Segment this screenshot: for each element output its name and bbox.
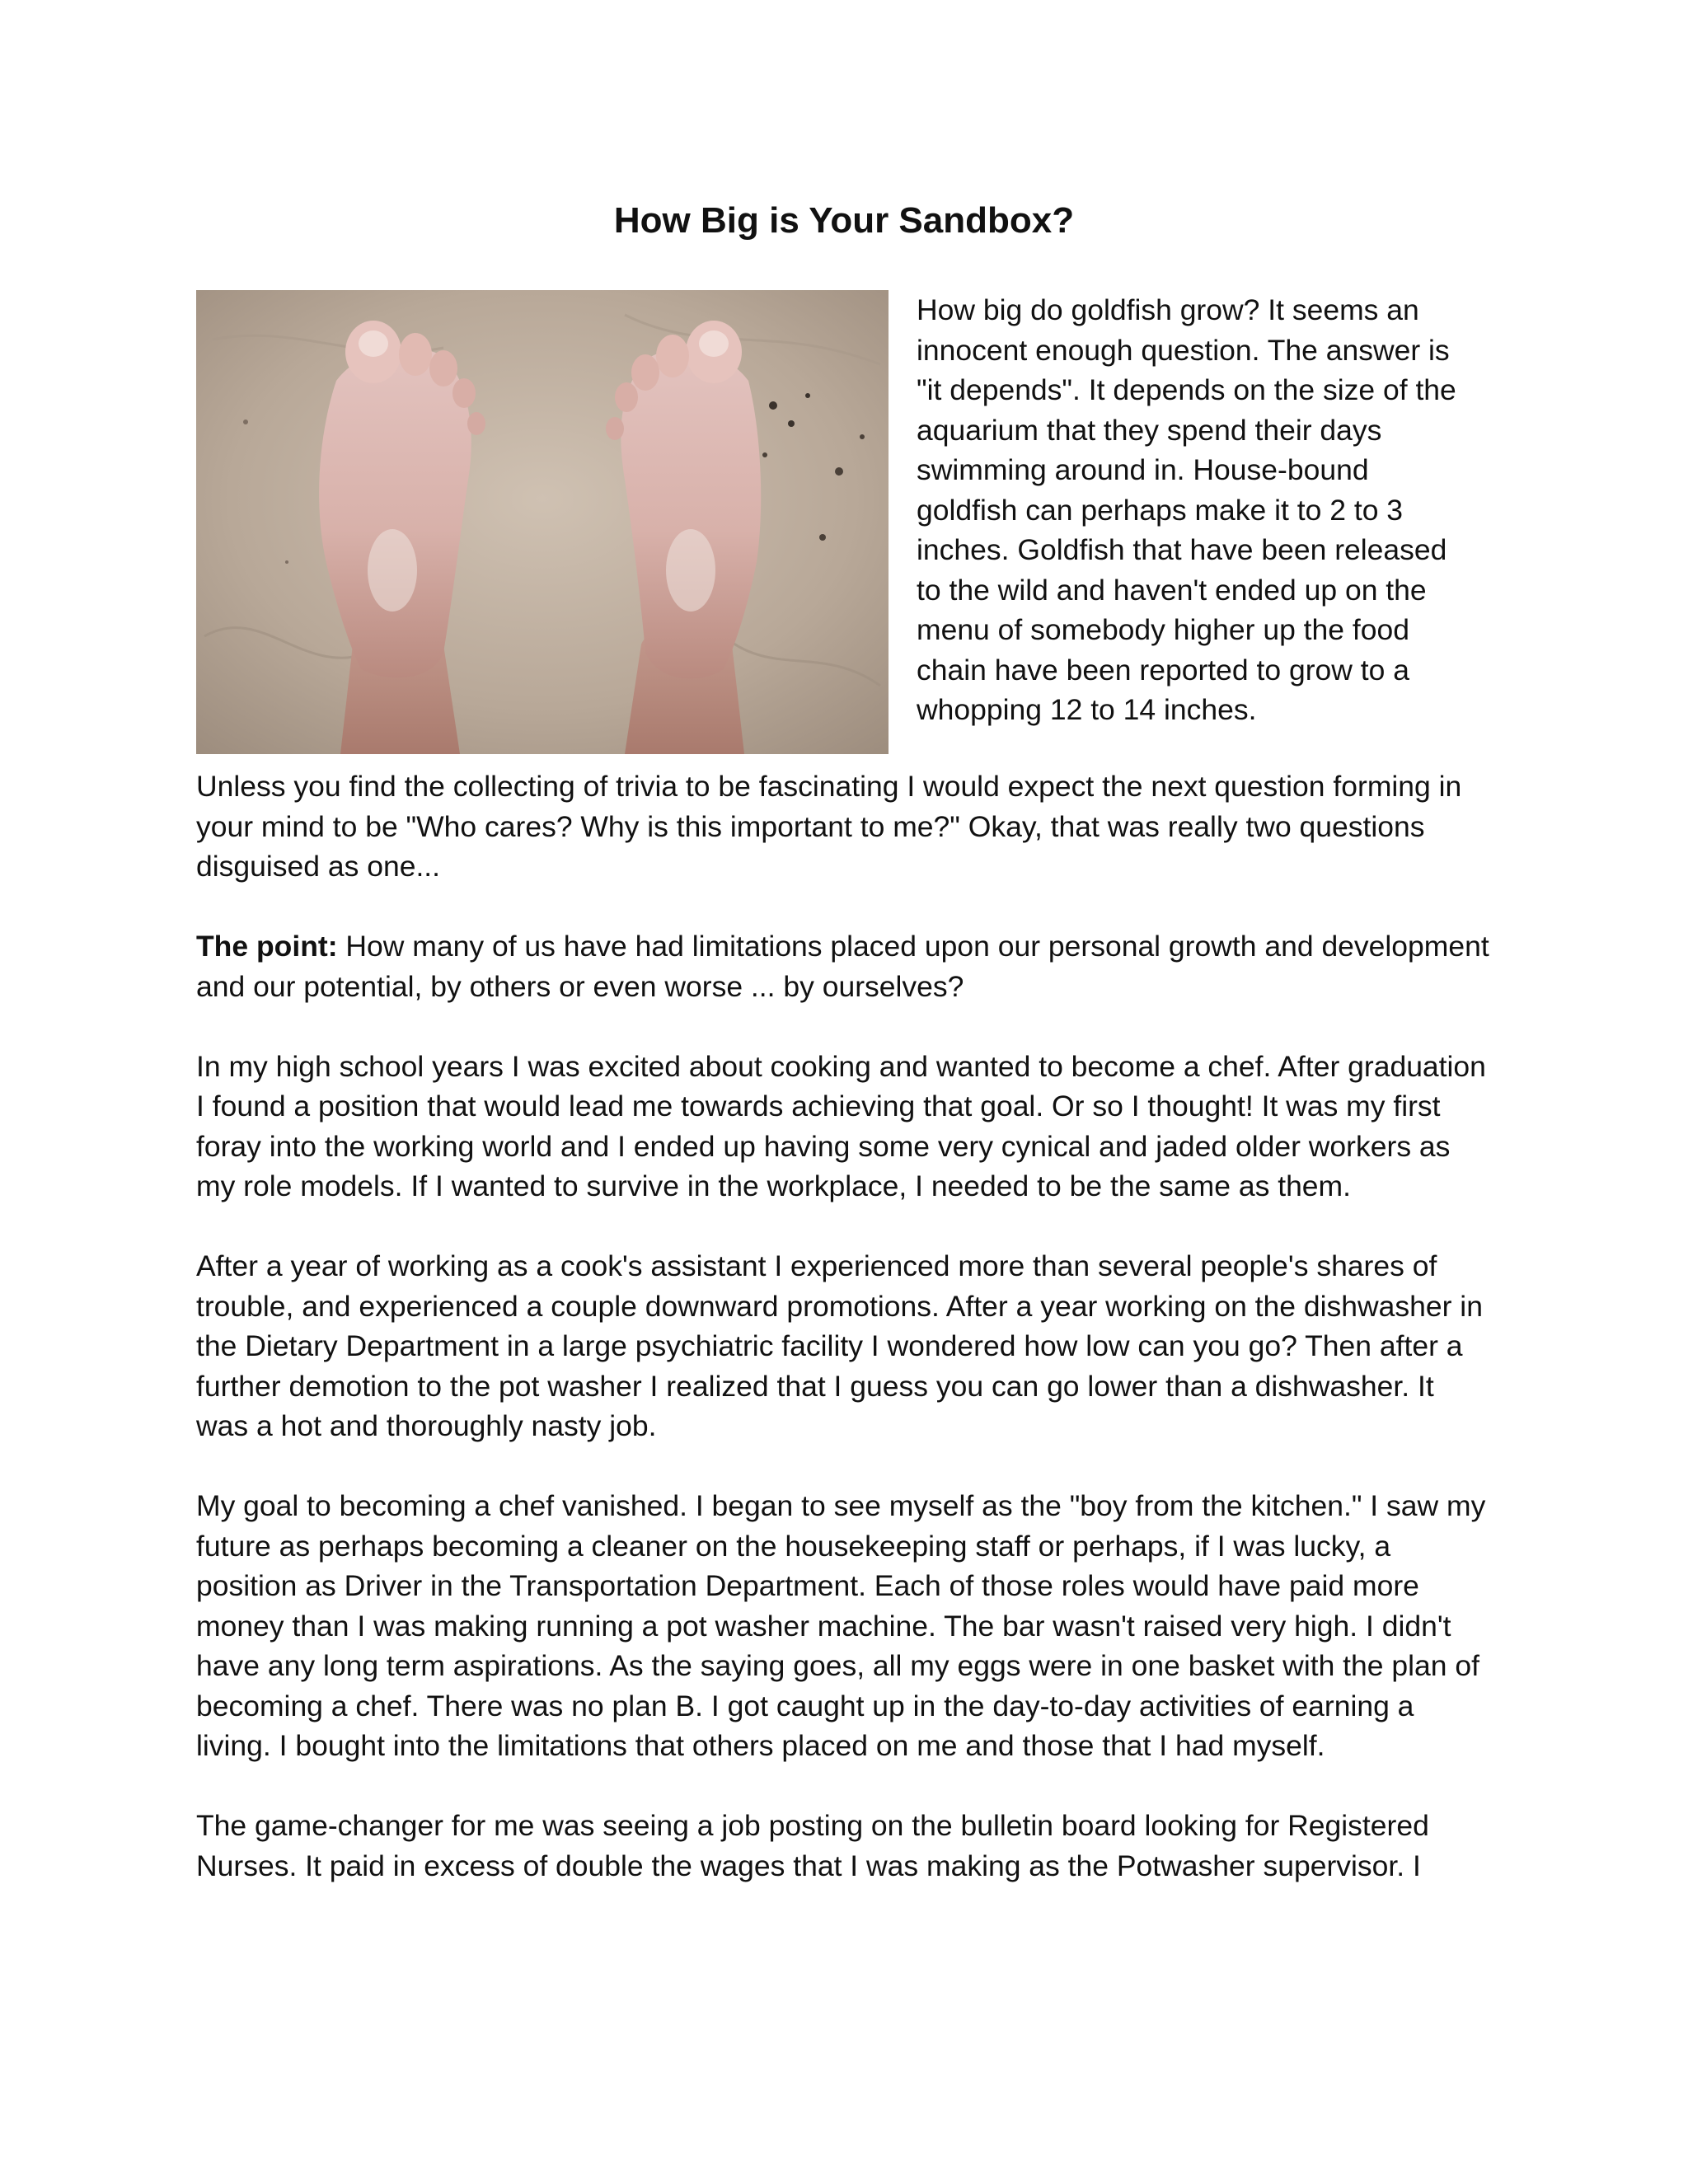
paragraph-game-changer: The game-changer for me was seeing a job posting on the bulletin board looking for Registered Nurses. It paid in excess of double the wages that I was making as the Potwasher supervisor. I: [196, 1809, 1429, 1882]
bare-feet-on-sand-photo: [196, 290, 889, 754]
paragraph-high-school: In my high school years I was excited about cooking and wanted to become a chef. After graduation I found a position that would lead me towards achieving that goal. Or so I thought! It was my first foray into the working world and I ended up having some very cynical and jaded older workers as my role models. If I wanted to survive in the workplace, I needed to be the same as them.: [196, 1049, 1486, 1202]
document-title: How Big is Your Sandbox?: [613, 200, 1075, 241]
the-point-text: How many of us have had limitations placed upon our personal growth and development and our potential, by others or even worse ... by ourselves?: [196, 930, 1489, 1003]
paragraph-trivia: Unless you find the collecting of trivia to be fascinating I would expect the next question forming in your mind to be "Who cares? Why is this important to me?" Okay, that was really two questions disguised as one...: [196, 770, 1462, 883]
main-text-column: [196, 766, 1492, 1926]
the-point-label: The point:: [196, 930, 338, 963]
intro-paragraph-column: [917, 290, 1477, 730]
paragraph-cook-assistant: After a year of working as a cook's assistant I experienced more than several people's shares of trouble, and experienced a couple downward promotions. After a year working on the dishwasher in the Dietary Department in a large psychiatric facility I wondered how low can you go? Then after a further demotion to the pot washer I realized that I guess you can go lower than a dishwasher. It was a hot and thoroughly nasty job.: [196, 1249, 1483, 1442]
intro-paragraph: How big do goldfish grow? It seems an innocent enough question. The answer is "it depends". It depends on the size of the aquarium that they spend their days swimming around in. House-bound goldfish can perhaps make it to 2 to 3 inches. Goldfish that have been released to the wild and haven't ended up on the menu of somebody higher up the food chain have been reported to grow to a whopping 12 to 14 inches.: [917, 293, 1456, 726]
paragraph-goal-vanished: My goal to becoming a chef vanished. I began to see myself as the "boy from the kitchen." I saw my future as perhaps becoming a cleaner on the housekeeping staff or perhaps, if I was lucky, a position as Driver in the Transportation Department. Each of those roles would have paid more money than I was making running a pot washer machine. The bar wasn't raised very high. I didn't have any long term aspirations. As the saying goes, all my eggs were in one basket with the plan of becoming a chef. There was no plan B. I got caught up in the day-to-day activities of earning a living. I bought into the limitations that others placed on me and those that I had myself.: [196, 1489, 1486, 1762]
paragraph-the-point: [196, 926, 1492, 1006]
